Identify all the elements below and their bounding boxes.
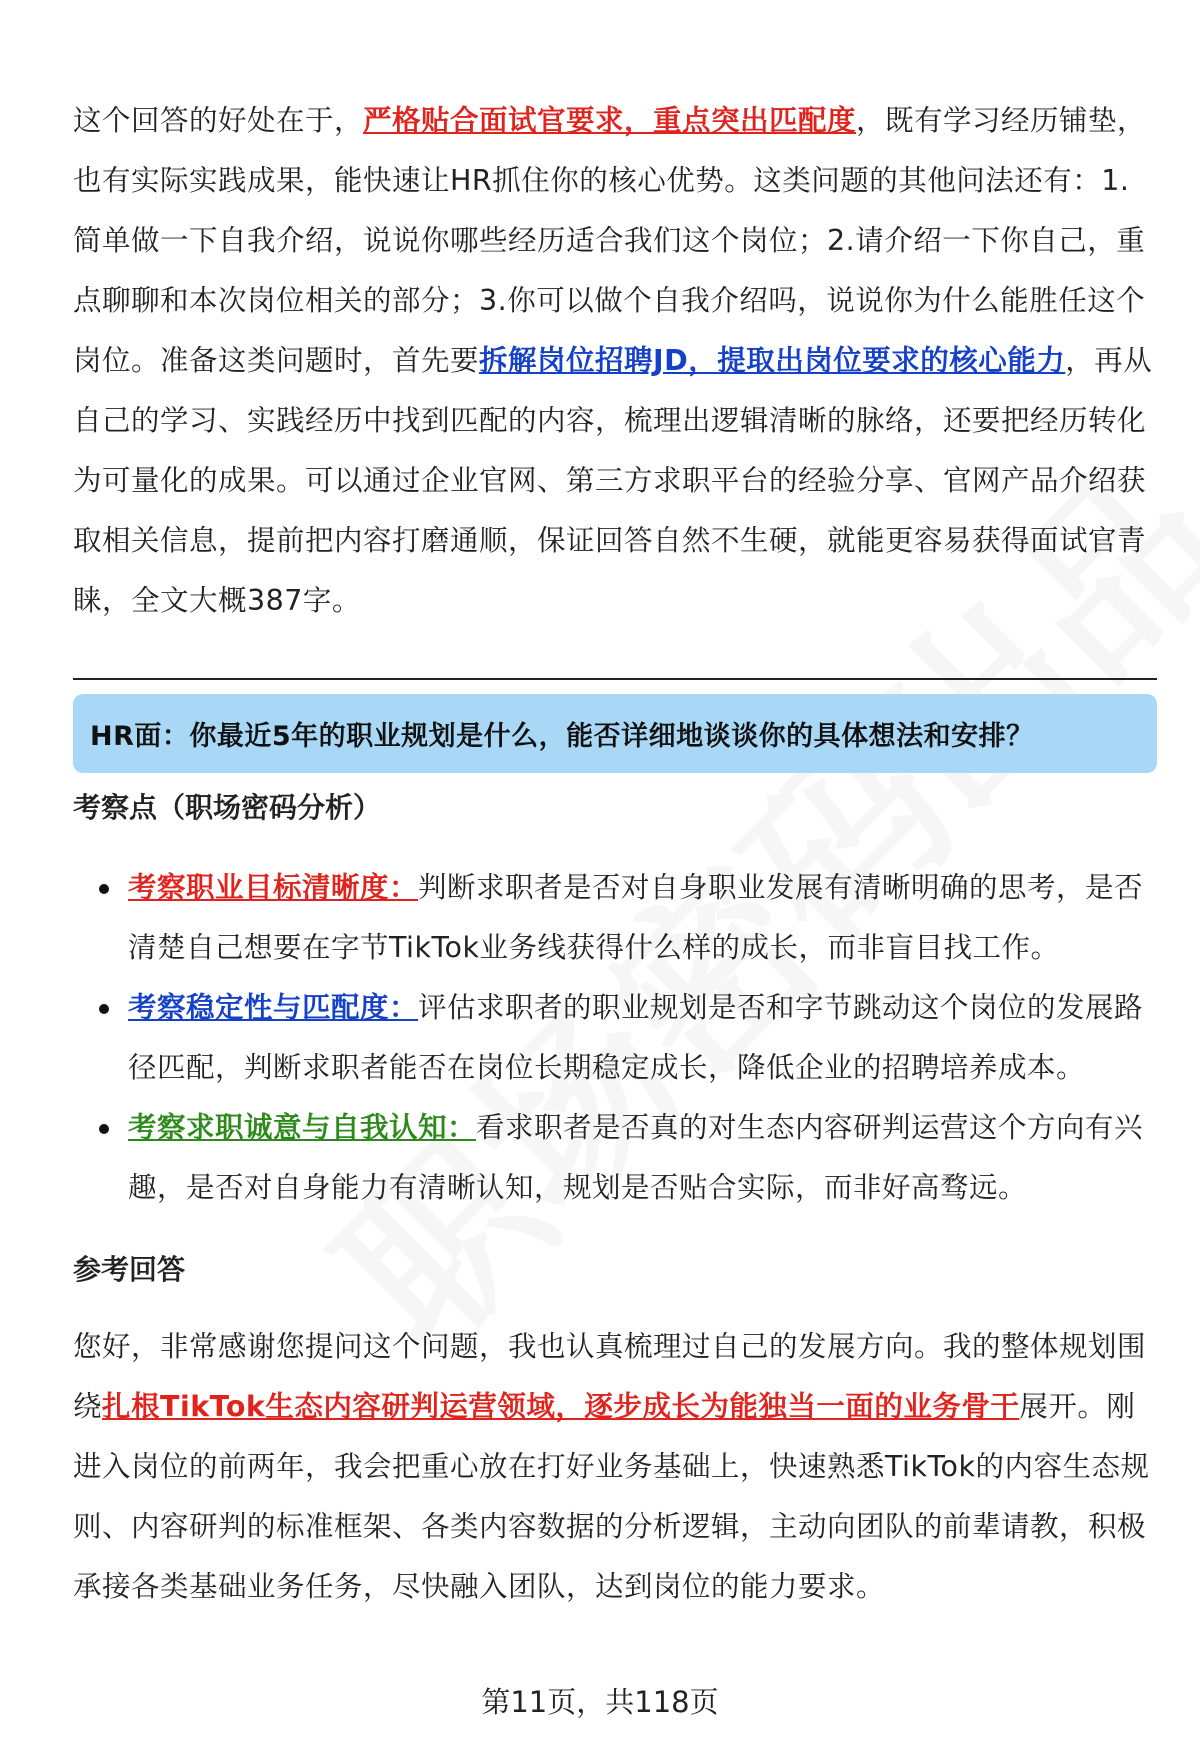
intro-paragraph	[73, 91, 1155, 631]
intro-text-1: 这个回答的好处在于，	[73, 104, 364, 137]
intro-text-2: ，既有学习经历铺垫，也有实际实践成果，能快速让HR抓住你的核心优势。这类问题的其他问法还有：1.简单做一下自我介绍，说说你哪些经历适合我们这个岗位；2.请介绍一下你自己，重点聊聊和本次岗位相关的部分；3.你可以做个自我介绍吗，说说你为什么能胜任这个岗位。准备这类问题时，首先要	[73, 104, 1147, 377]
intro-highlight-blue: 拆解岗位招聘JD，提取出岗位要求的核心能力	[479, 344, 1066, 377]
page-number: 第11页，共118页	[481, 1685, 719, 1719]
list-item	[73, 978, 1155, 1098]
bullet-label: 考察职业目标清晰度：	[128, 871, 419, 904]
analysis-list	[73, 858, 1155, 1218]
bullet-label: 考察求职诚意与自我认知：	[128, 1111, 477, 1144]
bullet-label: 考察稳定性与匹配度：	[128, 991, 419, 1024]
bullet-text: 看求职者是否真的对生态内容研判运营这个方向有兴趣，是否对自身能力有清晰认知，规划是否贴合实际，而非好高骛远。	[128, 1111, 1144, 1204]
intro-highlight-red: 严格贴合面试官要求，重点突出匹配度	[363, 104, 857, 137]
list-item	[73, 1098, 1155, 1218]
reference-text-1: 您好，非常感谢您提问这个问题，我也认真梳理过自己的发展方向。我的整体规划围绕	[73, 1330, 1147, 1423]
reference-paragraph	[73, 1317, 1155, 1617]
list-item	[73, 858, 1155, 978]
bullet-icon	[99, 884, 109, 894]
analysis-heading: 考察点（职场密码分析）	[73, 791, 382, 824]
bullet-icon	[99, 1004, 109, 1014]
bullet-icon	[99, 1124, 109, 1134]
question-box	[73, 694, 1157, 773]
reference-highlight-red: 扎根TikTok生态内容研判运营领域，逐步成长为能独当一面的业务骨干	[102, 1390, 1020, 1423]
bullet-text: 评估求职者的职业规划是否和字节跳动这个岗位的发展路径匹配，判断求职者能否在岗位长期稳定成长，降低企业的招聘培养成本。	[128, 991, 1144, 1084]
reference-text-2: 展开。刚进入岗位的前两年，我会把重心放在打好业务基础上，快速熟悉TikTok的内容生态规则、内容研判的标准框架、各类内容数据的分析逻辑，主动向团队的前辈请教，积极承接各类基础业务任务，尽快融入团队，达到岗位的能力要求。	[73, 1390, 1150, 1603]
reference-heading: 参考回答	[73, 1253, 186, 1286]
bullet-text: 判断求职者是否对自身职业发展有清晰明确的思考，是否清楚自己想要在字节TikTok业务线获得什么样的成长，而非盲目找工作。	[128, 871, 1144, 964]
intro-text-3: ，再从自己的学习、实践经历中找到匹配的内容，梳理出逻辑清晰的脉络，还要把经历转化为可量化的成果。可以通过企业官网、第三方求职平台的经验分享、官网产品介绍获取相关信息，提前把内容打磨通顺，保证回答自然不生硬，就能更容易获得面试官青睐，全文大概387字。	[73, 344, 1153, 617]
section-divider	[73, 678, 1157, 680]
question-text: HR面：你最近5年的职业规划是什么，能否详细地谈谈你的具体想法和安排？	[90, 721, 1034, 752]
